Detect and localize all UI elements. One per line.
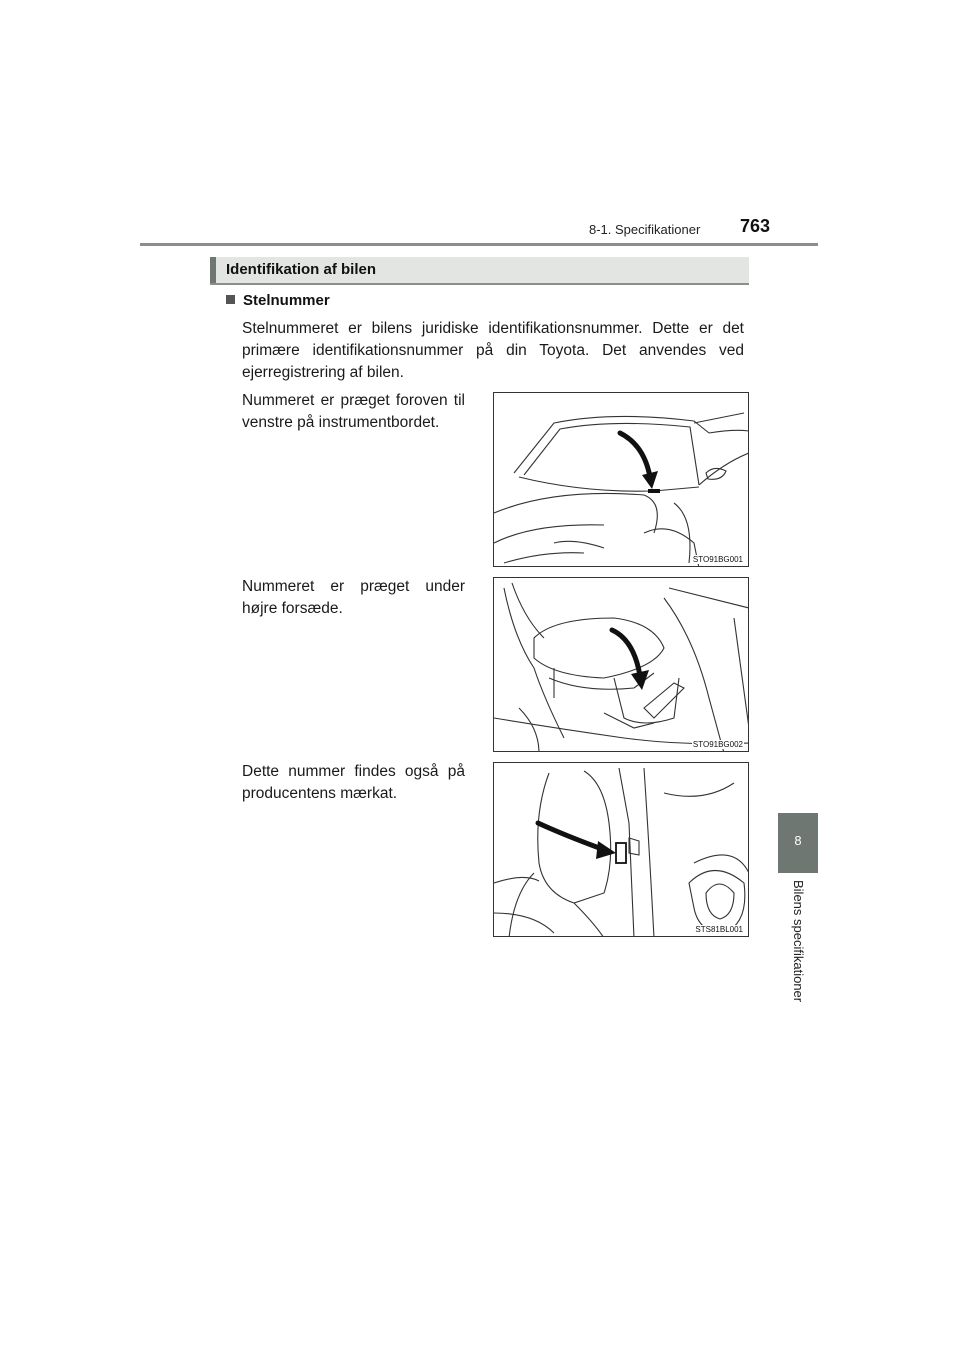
subsection-title: Stelnummer — [243, 292, 330, 309]
intro-paragraph: Stelnummeret er bilens juridiske identifikationsnummer. Dette er det primære identifikationsnummer på din Toyota. Det anvendes ved ejerregistrering af bilen. — [242, 320, 744, 381]
section-heading-bar — [210, 257, 749, 285]
figure-seat — [493, 577, 749, 752]
windshield-illustration-icon — [494, 393, 749, 567]
chapter-tab-label: Bilens specifikationer — [791, 880, 806, 1003]
section-title: Identifikation af bilen — [226, 261, 377, 278]
figure-door-pillar — [493, 762, 749, 937]
square-bullet-icon — [226, 295, 235, 304]
figure-code: STS81BL001 — [695, 925, 743, 934]
section-bar-marker — [210, 257, 216, 283]
subsection-heading — [226, 292, 330, 309]
header-rule — [140, 243, 818, 246]
seat-illustration-icon — [494, 578, 749, 752]
chapter-tab-number: 8 — [794, 833, 802, 848]
figure-code: STO91BG002 — [692, 740, 743, 749]
chapter-tab — [778, 813, 818, 873]
page-number: 763 — [740, 216, 771, 236]
figure-windshield — [493, 392, 749, 567]
door-pillar-illustration-icon — [494, 763, 749, 937]
item-text-3: Dette nummer findes også på producentens mærkat. — [242, 763, 465, 802]
figure-code: STO91BG001 — [692, 555, 743, 564]
header-section-title: 8-1. Specifikationer — [589, 222, 701, 237]
item-text-1: Nummeret er præget foroven til venstre på instrumentbordet. — [242, 392, 465, 431]
item-text-2: Nummeret er præget under højre forsæde. — [242, 578, 465, 617]
